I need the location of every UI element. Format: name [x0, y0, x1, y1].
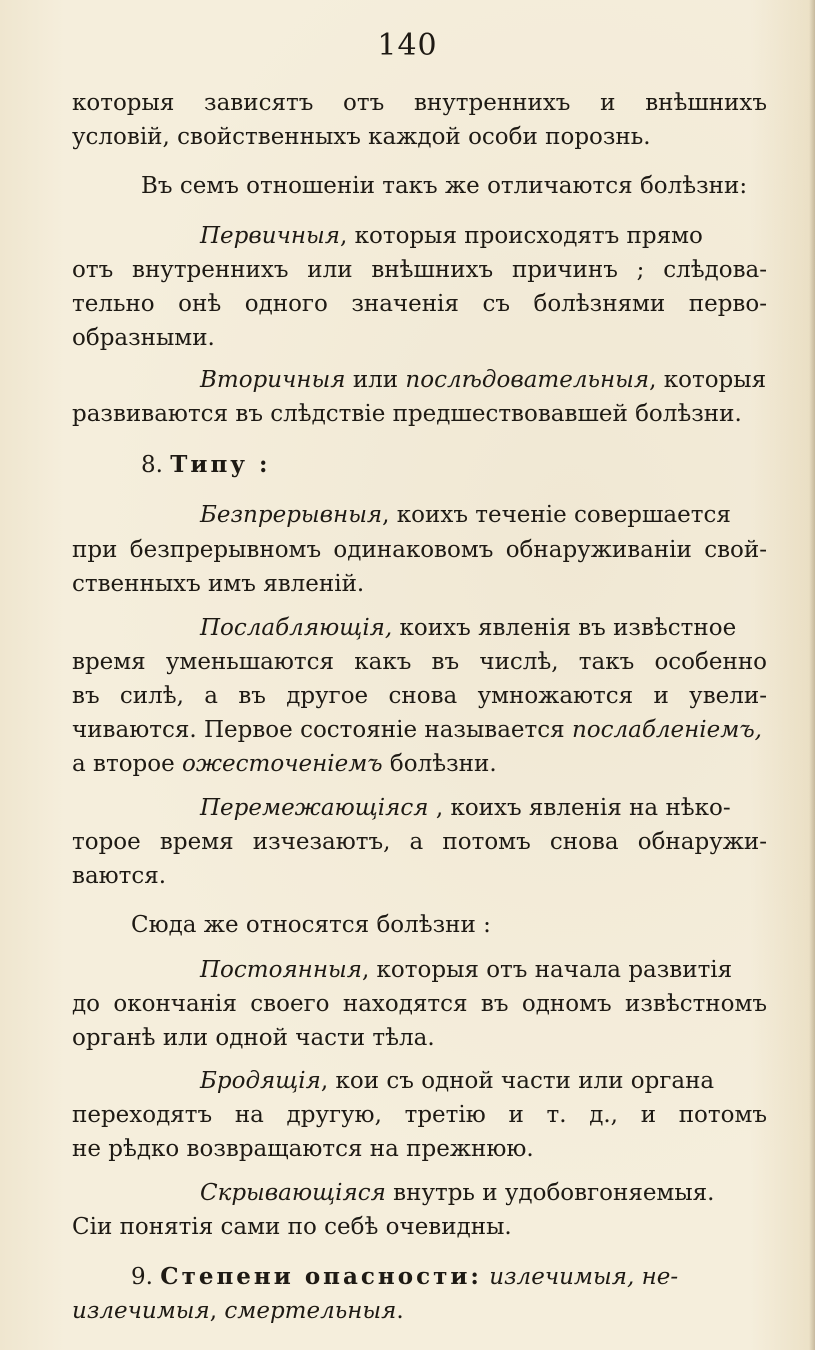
text-line: [72, 1296, 404, 1326]
text-fragment: а второе: [72, 751, 183, 777]
text-line: развиваются въ слѣдствіе предшествовавшей болѣзни.: [72, 401, 742, 427]
term-curable: излечимыя: [489, 1264, 627, 1290]
text-line: [72, 715, 762, 745]
term-constant: Постоянныя: [200, 957, 362, 983]
text-line: [200, 1066, 714, 1096]
text-fragment: , которыя отъ начала развитія: [361, 957, 733, 983]
text-line: Сюда же относятся болѣзни :: [131, 912, 491, 938]
text-line: [72, 749, 497, 779]
text-line: время уменьшаются какъ въ числѣ, такъ особенно: [72, 649, 767, 675]
text-line: органѣ или одной части тѣла.: [72, 1025, 435, 1051]
text-line: Сіи понятія сами по себѣ очевидны.: [72, 1214, 512, 1240]
term-wandering: Бродящія: [200, 1068, 321, 1094]
section-number: 8.: [141, 452, 163, 478]
text-fragment: внутрь и удобовгоняемыя.: [385, 1180, 715, 1206]
text-line: [200, 955, 732, 985]
section-title: Типу :: [170, 451, 271, 478]
term-consecutive: послѣдовательныя: [405, 367, 650, 393]
text-line: [200, 793, 731, 823]
text-line: въ силѣ, а въ другое снова умножаются и увели-: [72, 683, 767, 709]
term-secondary: Вторичныя: [200, 367, 346, 393]
text-line: ваются.: [72, 863, 167, 889]
term-exacerbation: ожесточеніемъ: [182, 751, 383, 777]
text-line: ственныхъ имъ явленій.: [72, 571, 365, 597]
text-fragment: болѣзни.: [382, 751, 497, 777]
text-fragment: или: [345, 367, 406, 393]
section-heading: [141, 450, 271, 480]
text-line: до окончанія своего находятся въ одномъ извѣстномъ: [72, 991, 767, 1017]
term-incurable: излечимыя: [72, 1298, 210, 1324]
text-line: условій, свойственныхъ каждой особи порознь.: [72, 124, 651, 150]
section-title: Степени опасности:: [160, 1263, 482, 1290]
text-fragment: , не-: [626, 1264, 679, 1290]
term-continuous: Безпрерывныя: [200, 502, 383, 528]
text-fragment: коихъ явленія въ извѣстное: [392, 615, 737, 641]
section-number: 9.: [131, 1264, 153, 1290]
term-remission: послабленіемъ,: [571, 717, 762, 743]
text-fragment: , коихъ теченіе совершается: [382, 502, 731, 528]
text-line: тельно онѣ одного значенія съ болѣзнями перво-: [72, 291, 767, 317]
text-line: при безпрерывномъ одинаковомъ обнаруживаніи свой-: [72, 537, 767, 563]
text-fragment: , которыя: [649, 367, 767, 393]
text-line: переходятъ на другую, третію и т. д., и потомъ: [72, 1102, 767, 1128]
text-line: образными.: [72, 325, 215, 351]
text-line: торое время изчезаютъ, а потомъ снова обнаружи-: [72, 829, 767, 855]
term-mortal: смертельныя: [224, 1298, 397, 1324]
text-fragment: чиваются. Первое состояніе называется: [72, 717, 572, 743]
text-line: которыя зависятъ отъ внутреннихъ и внѣшнихъ: [72, 90, 767, 116]
text-line: [200, 1178, 714, 1208]
term-intermittent: Перемежающіяся: [200, 795, 429, 821]
text-line: отъ внутреннихъ или внѣшнихъ причинъ ; слѣдова-: [72, 257, 767, 283]
text-fragment: .: [396, 1298, 404, 1324]
term-primary: Первичныя: [200, 223, 341, 249]
text-line: не рѣдко возвращаются на прежнюю.: [72, 1136, 534, 1162]
section-heading: [131, 1262, 678, 1292]
text-fragment: , коихъ явленія на нѣко-: [428, 795, 731, 821]
term-remitting: Послабляющія,: [200, 615, 393, 641]
text-fragment: , кои съ одной части или органа: [320, 1068, 715, 1094]
text-fragment: , которыя происходятъ прямо: [340, 223, 703, 249]
text-line: [200, 365, 766, 395]
text-fragment: ,: [209, 1298, 225, 1324]
page-edge-shadow: [809, 0, 815, 1350]
text-line: Въ семъ отношенiи такъ же отличаются болѣзни:: [141, 173, 748, 199]
text-line: [200, 221, 703, 251]
text-line: [200, 613, 736, 643]
term-hidden: Скрывающіяся: [200, 1180, 386, 1206]
text-line: [200, 500, 731, 530]
page-number: 140: [377, 28, 438, 63]
